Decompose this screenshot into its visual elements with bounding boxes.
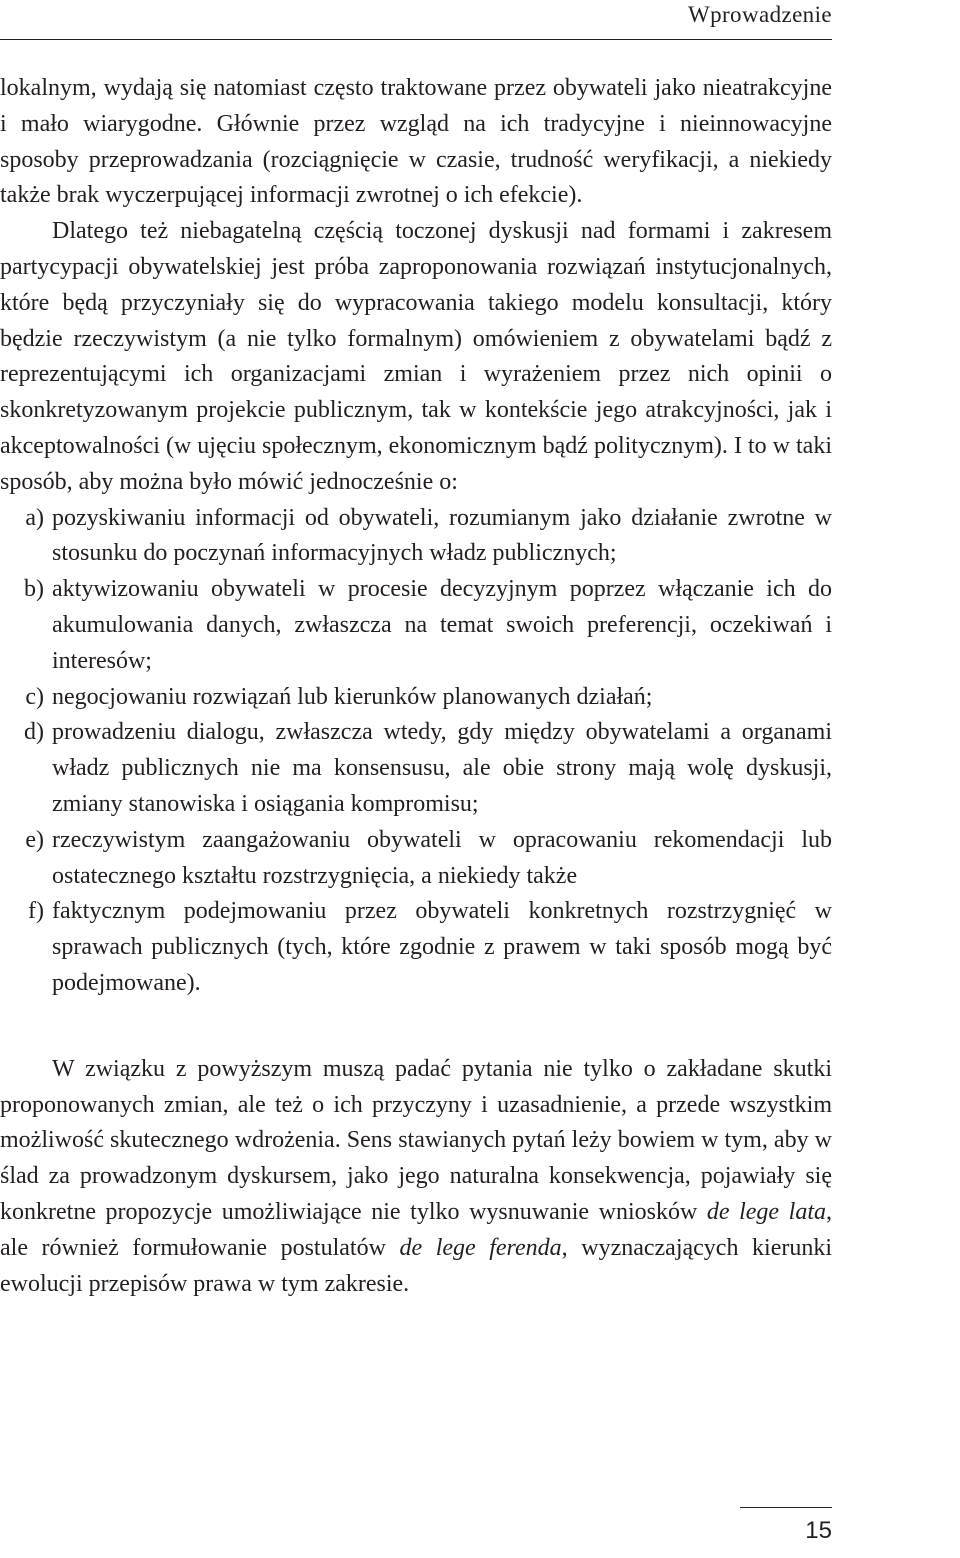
list-item [0, 823, 832, 895]
paragraph-3-text: , ale również formułowanie postulatów [0, 1198, 832, 1261]
page-number: 15 [805, 1517, 832, 1544]
list-item-text: negocjowaniu rozwiązań lub kierunków planowanych działań; [52, 683, 653, 710]
list-marker: f) [28, 898, 44, 925]
enumerated-list [0, 501, 832, 1002]
paragraph-3-text: W związku z powyższym muszą padać pytania nie tylko o zakładane skutki proponowanych zmian, ale też o ich przyczyny i uzasadnienie, a przede wszystkim możliwość skutecznego wdrożenia. Sens stawianych pytań leży bowiem w tym, aby w ślad za prowadzonym dyskursem, jako jego naturalna konsekwencja, pojawiały się konkretne propozycje umożliwiające nie tylko wysnuwanie wniosków [0, 1055, 832, 1225]
list-item-text: prowadzeniu dialogu, zwłaszcza wtedy, gdy między obywatelami a organami władz publicznych nie ma konsensusu, ale obie strony mają wolę dyskusji, zmiany stanowiska i osiągania kompromisu; [52, 719, 832, 817]
list-marker: e) [25, 826, 44, 853]
header-rule [0, 39, 832, 40]
latin-term-de-lege-ferenda: de lege ferenda [399, 1234, 562, 1261]
page-body [0, 71, 832, 1302]
list-item-text: rzeczywistym zaangażowaniu obywateli w opracowaniu rekomendacji lub ostatecznego kształtu rozstrzygnięcia, a niekiedy także [52, 826, 832, 889]
paragraph-2: Dlatego też niebagatelną częścią toczonej dyskusji nad formami i zakresem partycypacji obywatelskiej jest próba zaproponowania rozwiązań instytucjonalnych, które będą przyczyniały się do wypracowania takiego modelu konsultacji, który będzie rzeczywistym (a nie tylko formalnym) omówieniem z obywatelami bądź z reprezentującymi ich organizacjami zmian i wyrażeniem przez nich opinii o skonkretyzowanym projekcie publicznym, tak w kontekście jego atrakcyjności, jak i akceptowalności (w ujęciu społecznym, ekonomicznym bądź politycznym). I to w taki sposób, aby można było mówić jednocześnie o: [0, 218, 832, 495]
running-header-title: Wprowadzenie [687, 2, 832, 27]
paragraph-1: lokalnym, wydają się natomiast często traktowane przez obywateli jako nieatrakcyjne i mało wiarygodne. Głównie przez wzgląd na ich tradycyjne i nieinnowacyjne sposoby przeprowadzania (rozciągnięcie w czasie, trudność weryfikacji, a niekiedy także brak wyczerpującej informacji zwrotnej o ich efekcie). [0, 75, 832, 209]
list-marker: c) [25, 683, 44, 710]
latin-term-de-lege-lata: de lege lata [706, 1198, 826, 1225]
list-item [0, 715, 832, 822]
list-item-text: aktywizowaniu obywateli w procesie decyzyjnym poprzez włączanie ich do akumulowania danych, zwłaszcza na temat swoich preferencji, oczekiwań i interesów; [52, 576, 832, 674]
list-item [0, 680, 832, 716]
list-item-text: pozyskiwaniu informacji od obywateli, rozumianym jako działanie zwrotne w stosunku do poczynań informacyjnych władz publicznych; [52, 504, 832, 567]
list-marker: a) [25, 504, 44, 531]
list-item [0, 572, 832, 679]
list-marker: d) [24, 719, 44, 746]
paragraph-3 [0, 1052, 832, 1303]
list-item [0, 894, 832, 1001]
list-item-text: faktycznym podejmowaniu przez obywateli konkretnych rozstrzygnięć w sprawach publicznych (tych, które zgodnie z prawem w taki sposób mogą być podejmowane). [52, 898, 832, 996]
list-marker: b) [24, 576, 44, 603]
paragraph-gap [0, 1002, 832, 1052]
list-item [0, 501, 832, 573]
footer-rule [740, 1507, 832, 1508]
paragraph-3-text: , wyznaczających kierunki ewolucji przepisów prawa w tym zakresie. [0, 1234, 832, 1297]
